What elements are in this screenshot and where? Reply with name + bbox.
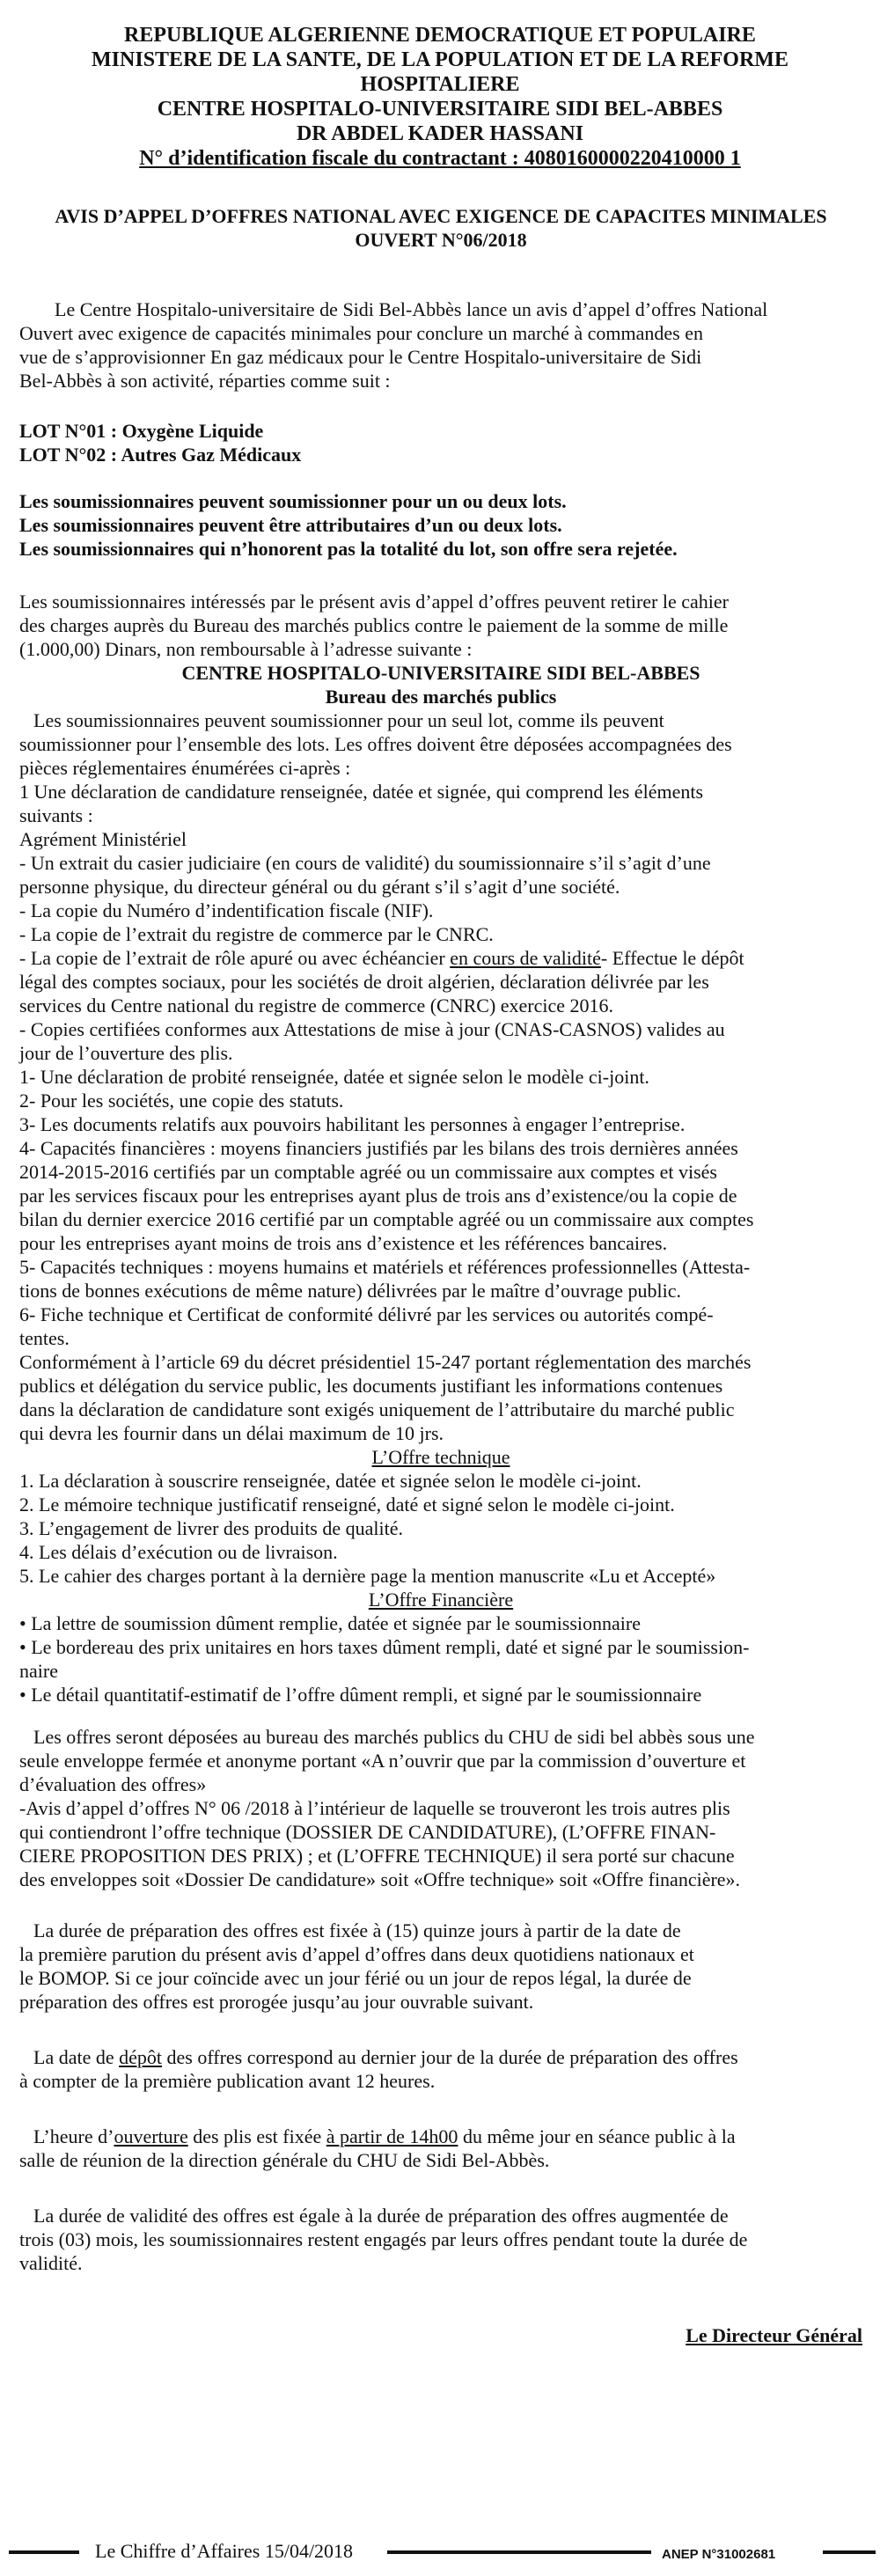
retrieval-line5: soumissionner pour l’ensemble des lots. Les offres doivent être déposées accompagnées des — [19, 733, 732, 755]
ouverture-e: du même jour en séance public à la — [458, 2125, 736, 2147]
cand-line18: par les services fiscaux pour les entreprises ayant plus de trois ans d’existence/ou la copie de — [19, 1185, 737, 1207]
depot-line1: Les offres seront déposées au bureau des marchés publics du CHU de sidi bel abbès sous une — [33, 1726, 755, 1748]
depot-line2: seule enveloppe fermée et anonyme portant «A n’ouvrir que par la commission d’ouverture et — [19, 1750, 746, 1772]
intro-line2: Ouvert avec exigence de capacités minimales pour conclure un marché à commandes en — [19, 322, 703, 344]
retrieval-line3: (1.000,00) Dinars, non remboursable à l’adresse suivante : — [19, 638, 473, 660]
date-depot-line2: à compter de la première publication avant 12 heures. — [19, 2070, 436, 2092]
lots-list — [19, 419, 862, 466]
cand-line1: 1 Une déclaration de candidature renseignée, datée et signée, qui comprend les éléments — [19, 781, 704, 803]
duree-line4: préparation des offres est prorogée jusqu’au jour ouvrable suivant. — [19, 1991, 534, 2013]
fiscal-id: N° d’identification fiscale du contractant : 4080160000220410000 1 — [139, 147, 741, 170]
publication-source: Le Chiffre d’Affaires 15/04/2018 — [95, 2540, 354, 2562]
offre-technique-item5: 5. Le cahier des charges portant à la dernière page la mention manuscrite «Lu et Accepté» — [19, 1565, 716, 1587]
duree-line1: La durée de préparation des offres est fixée à (15) quinze jours à partir de la date de — [33, 1919, 681, 1941]
lot-2: LOT N°02 : Autres Gaz Médicaux — [19, 444, 302, 466]
cand-line28: qui devra les fournir dans un délai maximum de 10 jrs. — [19, 1422, 444, 1444]
cand-line2: suivants : — [19, 804, 93, 826]
cand-line8-validity: en cours de validité — [450, 947, 601, 969]
rule-2: Les soumissionnaires peuvent être attributaires d’un ou deux lots. — [19, 514, 562, 536]
rule-1: Les soumissionnaires peuvent soumissionner pour un ou deux lots. — [19, 490, 567, 512]
offre-financiere-bullet3: • Le détail quantitatif-estimatif de l’offre dûment rempli, et signé par le soumissionnaire — [19, 1684, 702, 1706]
cand-line6: - La copie du Numéro d’indentification fiscale (NIF). — [19, 899, 434, 921]
cand-line26: publics et délégation du service public, les documents justifiant les informations contenues — [19, 1375, 723, 1397]
cand-line20: pour les entreprises ayant moins de trois ans d’existence et les références bancaires. — [19, 1232, 668, 1254]
footer-rule-right — [823, 2550, 876, 2554]
duree-line2: la première parution du présent avis d’appel d’offres dans deux quotidiens nationaux et — [19, 1943, 694, 1965]
notice-title-line1: AVIS D’APPEL D’OFFRES NATIONAL AVEC EXIGENCE DE CAPACITES MINIMALES — [55, 205, 827, 227]
ouverture-line2: salle de réunion de la direction générale du CHU de Sidi Bel-Abbès. — [19, 2149, 550, 2171]
header-ministry-cont: HOSPITALIERE — [360, 73, 520, 96]
duree-section — [19, 1919, 862, 2014]
intro-line3: vue de s’approvisionner En gaz médicaux pour le Centre Hospitalo-universitaire de Sidi — [19, 346, 702, 368]
address-bureau: Bureau des marchés publics — [325, 686, 557, 708]
offre-technique-section — [19, 1445, 862, 1588]
bidding-rules — [19, 489, 862, 561]
validite-line3: validité. — [19, 2252, 83, 2274]
cand-line22: tions de bonnes exécutions de même nature) délivrées par le maître d’ouvrage public. — [19, 1280, 682, 1302]
header-republic: REPUBLIQUE ALGERIENNE DEMOCRATIQUE ET POPULAIRE — [124, 24, 756, 47]
ouverture-word: ouverture — [114, 2125, 188, 2147]
ouverture-line1 — [19, 2125, 862, 2148]
cand-line14: 2- Pour les sociétés, une copie des statuts. — [19, 1090, 344, 1112]
cand-line17: 2014-2015-2016 certifiés par un comptable agréé ou un commissaire aux comptes et visés — [19, 1161, 717, 1183]
cand-line19: bilan du dernier exercice 2016 certifié par un comptable agréé ou un commissaire aux comptes — [19, 1208, 754, 1230]
cand-line15: 3- Les documents relatifs aux pouvoirs habilitant les personnes à engager l’entreprise. — [19, 1113, 686, 1135]
cand-line4: - Un extrait du casier judiciaire (en cours de validité) du soumissionnaire s’il s’agit d’une — [19, 852, 711, 874]
notice-title — [19, 204, 862, 252]
date-depot-c: des offres correspond au dernier jour de la durée de préparation des offres — [162, 2046, 738, 2068]
cand-line27: dans la déclaration de candidature sont exigés uniquement de l’attributaire du marché public — [19, 1398, 735, 1420]
rule-3: Les soumissionnaires qui n’honorent pas la totalité du lot, son offre sera rejetée. — [19, 538, 678, 560]
intro-line4: Bel-Abbès à son activité, réparties comme suit : — [19, 370, 391, 392]
ouverture-section — [19, 2125, 862, 2172]
footer-rule-middle — [387, 2550, 651, 2554]
retrieval-line2: des charges auprès du Bureau des marchés publics contre le paiement de la somme de mille — [19, 614, 729, 636]
cand-line21: 5- Capacités techniques : moyens humains et matériels et références professionnelles (Attesta- — [19, 1256, 751, 1278]
offre-technique-item1: 1. La déclaration à souscrire renseignée, datée et signée selon le modèle ci-joint. — [19, 1470, 642, 1492]
anep-number: ANEP N°31002681 — [662, 2547, 776, 2562]
date-depot-word: dépôt — [119, 2046, 162, 2068]
publication-footer — [0, 2537, 880, 2565]
cand-line7: - La copie de l’extrait du registre de commerce par le CNRC. — [19, 923, 494, 945]
cand-line8 — [19, 946, 862, 970]
cand-line8-c: - Effectue le dépôt — [600, 947, 744, 969]
cand-line13: 1- Une déclaration de probité renseignée, datée et signée selon le modèle ci-joint. — [19, 1066, 649, 1088]
signature-block — [19, 2323, 862, 2347]
offre-financiere-bullet1: • La lettre de soumission dûment remplie, datée et signée par le soumissionnaire — [19, 1612, 642, 1634]
cand-line3: Agrément Ministériel — [19, 828, 187, 850]
intro-paragraph — [19, 297, 862, 393]
offre-technique-item2: 2. Le mémoire technique justificatif renseigné, daté et signé selon le modèle ci-joint. — [19, 1493, 675, 1516]
offre-financiere-bullet2: • Le bordereau des prix unitaires en hors taxes dûment rempli, daté et signé par le soumission- — [19, 1636, 750, 1658]
offre-financiere-heading: L’Offre Financière — [368, 1589, 514, 1611]
candidature-section — [19, 780, 862, 1445]
date-depot-line1 — [19, 2045, 862, 2069]
issuer-header — [0, 23, 880, 171]
notice-title-block — [19, 204, 862, 252]
header-ministry: MINISTERE DE LA SANTE, DE LA POPULATION ET DE LA REFORME — [92, 48, 788, 71]
date-depot-section — [19, 2045, 862, 2093]
cand-line12: jour de l’ouverture des plis. — [19, 1042, 233, 1064]
depot-line5: qui contiendront l’offre technique (DOSSIER DE CANDIDATURE), (L’OFFRE FINAN- — [19, 1821, 716, 1843]
offre-technique-item4: 4. Les délais d’exécution ou de livraison. — [19, 1541, 338, 1563]
date-depot-a: La date de — [33, 2046, 120, 2068]
header-hospital: CENTRE HOSPITALO-UNIVERSITAIRE SIDI BEL-ABBES — [157, 98, 723, 121]
cand-line5: personne physique, du directeur général ou du gérant s’il s’agit d’une société. — [19, 876, 620, 898]
retrieval-line4: Les soumissionnaires peuvent soumissionner pour un seul lot, comme ils peuvent — [33, 709, 664, 731]
cand-line16: 4- Capacités financières : moyens financiers justifiés par les bilans des trois dernières années — [19, 1137, 738, 1159]
offre-financiere-section — [19, 1588, 862, 1706]
offre-technique-heading: L’Offre technique — [371, 1446, 510, 1468]
depot-line6: CIERE PROPOSITION DES PRIX) ; et (L’OFFRE TECHNIQUE) il sera porté sur chacune — [19, 1845, 735, 1867]
depot-line3: d’évaluation des offres» — [19, 1773, 207, 1795]
cand-line23: 6- Fiche technique et Certificat de conformité délivré par les services ou autorités compé- — [19, 1303, 714, 1325]
validite-line1: La durée de validité des offres est égale à la durée de préparation des offres augmentée de — [33, 2205, 729, 2227]
notice-title-line2: OUVERT N°06/2018 — [355, 229, 527, 251]
offre-technique-item3: 3. L’engagement de livrer des produits de qualité. — [19, 1517, 404, 1539]
offre-financiere-bullet2-cont: naire — [19, 1660, 58, 1682]
intro-line1: Le Centre Hospitalo-universitaire de Sidi Bel-Abbès lance un avis d’appel d’offres National — [55, 298, 768, 320]
duree-line3: le BOMOP. Si ce jour coïncide avec un jour férié ou un jour de repos légal, la durée de — [19, 1967, 692, 1989]
depot-line7: des enveloppes soit «Dossier De candidature» soit «Offre technique» soit «Offre financière». — [19, 1868, 741, 1890]
address-hospital: CENTRE HOSPITALO-UNIVERSITAIRE SIDI BEL-ABBES — [181, 662, 700, 684]
cand-line8-a: - La copie de l’extrait de rôle apuré ou avec échéancier — [19, 947, 451, 969]
ouverture-time: à partir de 14h00 — [326, 2125, 458, 2147]
cand-line11: - Copies certifiées conformes aux Attestations de mise à jour (CNAS-CASNOS) valides au — [19, 1018, 725, 1040]
ouverture-c: des plis est fixée — [187, 2125, 326, 2147]
header-hospital-name: DR ABDEL KADER HASSANI — [296, 122, 584, 145]
cand-line24: tentes. — [19, 1327, 70, 1349]
cand-line9: légal des comptes sociaux, pour les sociétés de droit algérien, déclaration délivrée par les — [19, 971, 709, 993]
depot-section — [19, 1725, 862, 1891]
ouverture-a: L’heure d’ — [33, 2125, 114, 2147]
validite-line2: trois (03) mois, les soumissionnaires restent engagés par leurs offres pendant toute la durée de — [19, 2228, 748, 2250]
cand-line10: services du Centre national du registre de commerce (CNRC) exercice 2016. — [19, 994, 614, 1016]
footer-rule-left — [9, 2550, 79, 2554]
cand-line25: Conformément à l’article 69 du décret présidentiel 15-247 portant réglementation des marchés — [19, 1351, 752, 1373]
lot-1: LOT N°01 : Oxygène Liquide — [19, 420, 264, 442]
retrieval-section — [19, 590, 862, 780]
depot-line4: -Avis d’appel d’offres N° 06 /2018 à l’intérieur de laquelle se trouveront les trois autres plis — [19, 1797, 730, 1819]
validite-section — [19, 2204, 862, 2275]
retrieval-line1: Les soumissionnaires intéressés par le présent avis d’appel d’offres peuvent retirer le cahier — [19, 591, 729, 613]
signature: Le Directeur Général — [686, 2324, 862, 2346]
retrieval-line6: pièces réglementaires énumérées ci-après : — [19, 757, 351, 779]
